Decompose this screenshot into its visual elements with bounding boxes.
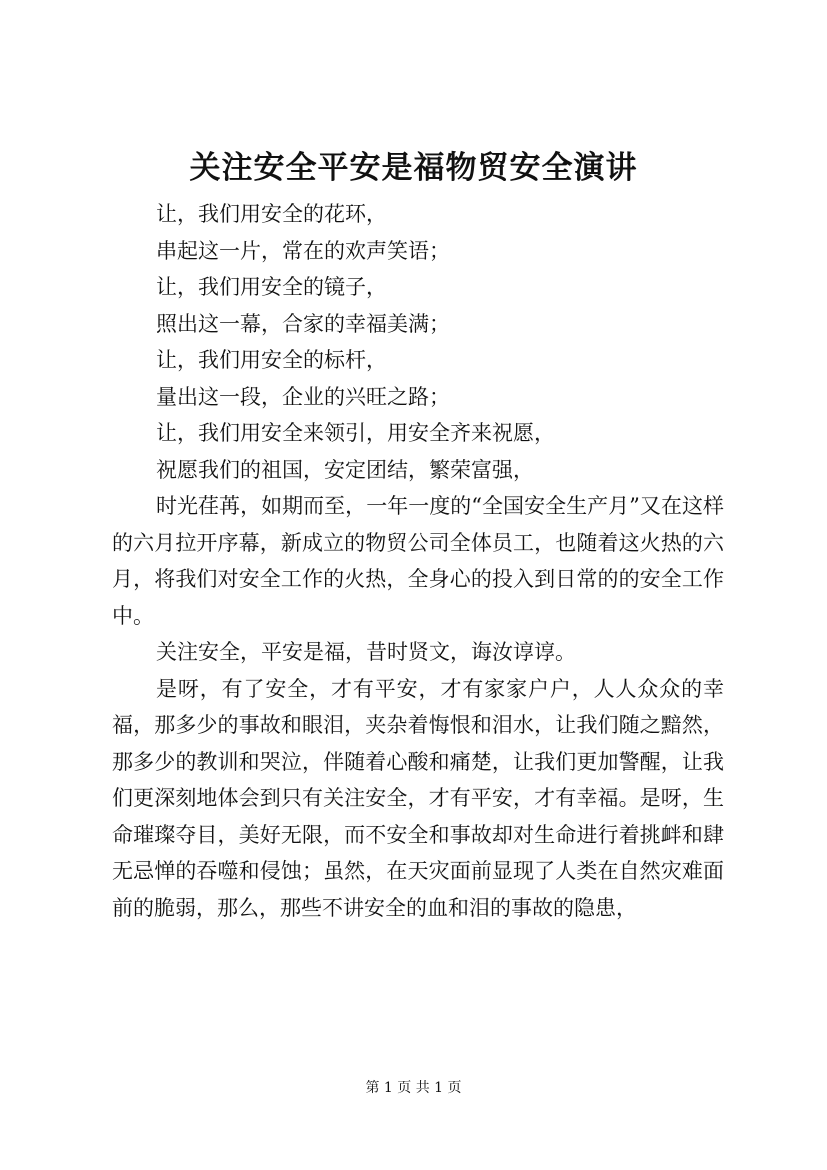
poem-line: 祝愿我们的祖国，安定团结，繁荣富强， (156, 457, 534, 482)
poem-line: 量出这一段，企业的兴旺之路； (156, 384, 450, 409)
document-title: 关注安全平安是福物贸安全演讲 (189, 150, 638, 186)
poem-line: 让，我们用安全的标杆， (156, 348, 387, 372)
poem-line: 照出这一幕，合家的幸福美满； (156, 311, 450, 336)
body-paragraph: 时光荏苒，如期而至，一年一度的“全国安全生产月”又在这样的六月拉开序幕，新成立的物贸公司全体员工，也随着这火热的六月，将我们对安全工作的火热，全身心的投入到日常的的安全工作中。 (112, 494, 724, 628)
poem-line: 让，我们用安全的镜子， (156, 275, 387, 299)
page-indicator: 第 1 页 共 1 页 (365, 1080, 462, 1096)
poem-line: 串起这一片，常在的欢声笑语； (156, 238, 450, 263)
poem-line: 让，我们用安全来领引，用安全齐来祝愿， (156, 421, 555, 445)
body-paragraph: 是呀，有了安全，才有平安，才有家家户户，人人众众的幸福，那多少的事故和眼泪，夹杂着悔恨和泪水，让我们随之黯然，那多少的教训和哭泣，伴随着心酸和痛楚，让我们更加警醒，让我们更深刻地体会到只有关注安全，才有平安，才有幸福。是呀，生命璀璨夺目，美好无限，而不安全和事故却对生命进行着挑衅和肆无忌惮的吞噬和侵蚀；虽然，在天灾面前显现了人类在自然灾难面前的脆弱，那么，那些不讲安全的血和泪的事故的隐患， (112, 676, 724, 920)
poem-line: 让，我们用安全的花环， (156, 202, 387, 226)
page-footer (0, 1078, 827, 1098)
body-paragraph: 关注安全，平安是福，昔时贤文，诲汝谆谆。 (156, 640, 576, 664)
document-body (112, 196, 724, 926)
